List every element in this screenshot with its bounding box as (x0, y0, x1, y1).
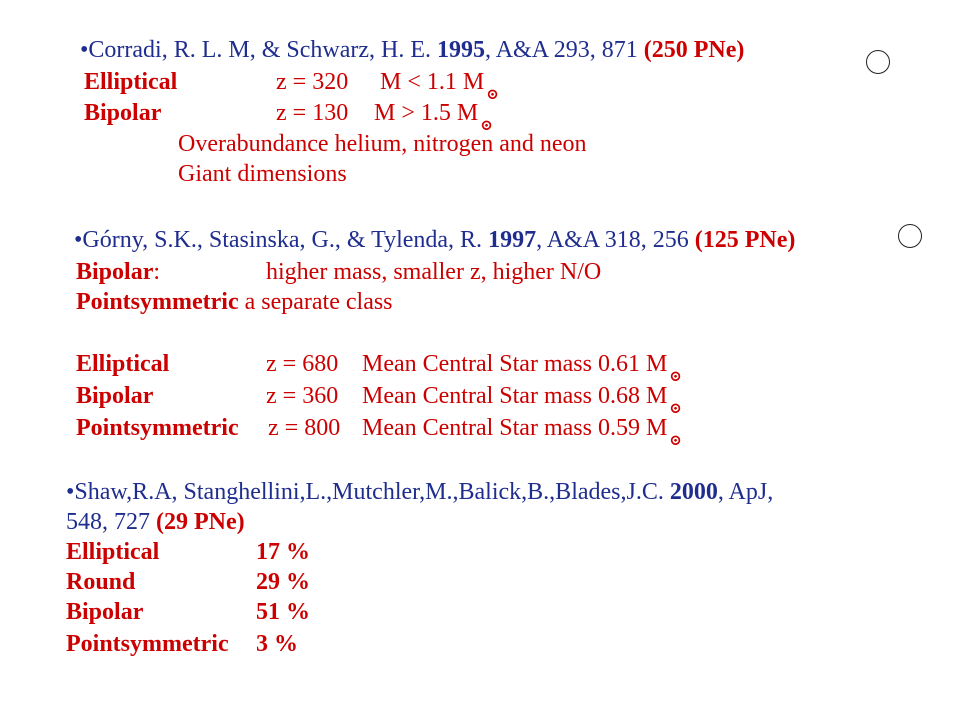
mass-value: Mean Central Star mass 0.68 M (362, 383, 668, 409)
mass-value: M < 1.1 M (380, 69, 485, 95)
fraction-row-pointsymmetric (66, 630, 366, 658)
fraction-value: 51 % (256, 599, 310, 625)
sun-icon: ⊙ (669, 401, 682, 417)
finding-text: a separate class (238, 289, 393, 315)
morph-label: Bipolar (76, 383, 154, 409)
morph-label: Pointsymmetric (66, 631, 229, 657)
mass-row-pointsymmetric (76, 414, 776, 449)
citation-year: 2000 (669, 479, 718, 505)
morph-label: Pointsymmetric (76, 415, 239, 441)
morph-row-bipolar (84, 99, 604, 134)
citation-journal: , ApJ, (717, 479, 774, 505)
fraction-value: 29 % (256, 569, 310, 595)
finding-label: Bipolar (76, 259, 154, 285)
circle-icon (898, 224, 922, 248)
note-giant-dimensions: Giant dimensions (178, 161, 347, 187)
sun-icon: ⊙ (486, 87, 499, 103)
finding-pointsymmetric (76, 288, 393, 316)
finding-label: Pointsymmetric (76, 289, 239, 315)
citation-corradi (80, 36, 744, 64)
fraction-row-elliptical (66, 538, 366, 566)
mass-row-elliptical (76, 350, 776, 385)
citation-authors: Górny, S.K., Stasinska, G., & Tylenda, R. (82, 227, 489, 253)
z-value: z = 360 (266, 383, 339, 409)
citation-authors: Shaw,R.A, Stanghellini,L.,Mutchler,M.,Balick,B.,Blades,J.C. (74, 479, 670, 505)
finding-text: higher mass, smaller z, higher N/O (266, 259, 602, 285)
citation-year: 1995 (437, 37, 486, 63)
fraction-row-bipolar (66, 598, 366, 626)
citation-sample: (29 PNe) (156, 509, 245, 535)
morph-label: Elliptical (66, 539, 160, 565)
finding-bipolar (76, 258, 696, 286)
citation-journal: , A&A 318, 256 (536, 227, 695, 253)
mass-value: Mean Central Star mass 0.61 M (362, 351, 668, 377)
citation-year: 1997 (488, 227, 537, 253)
fraction-value: 3 % (256, 631, 298, 657)
bullet: • (74, 227, 83, 253)
citation-authors: Corradi, R. L. M, & Schwarz, H. E. (88, 37, 438, 63)
morph-label: Bipolar (84, 100, 162, 126)
morph-row-elliptical (84, 68, 604, 103)
mass-value: M > 1.5 M (374, 100, 479, 126)
z-value: z = 320 (276, 69, 349, 95)
morph-label: Round (66, 569, 136, 595)
mass-row-bipolar (76, 382, 776, 417)
z-value: z = 800 (268, 415, 341, 441)
citation-sample: (125 PNe) (694, 227, 796, 253)
fraction-row-round (66, 568, 366, 596)
morph-label: Elliptical (84, 69, 178, 95)
bullet: • (80, 37, 89, 63)
fraction-value: 17 % (256, 539, 310, 565)
citation-shaw-line2 (66, 508, 245, 536)
circle-icon (866, 50, 890, 74)
morph-label: Bipolar (66, 599, 144, 625)
bullet: • (66, 479, 75, 505)
citation-sample: (250 PNe) (643, 37, 745, 63)
morph-label: Elliptical (76, 351, 170, 377)
sun-icon: ⊙ (669, 433, 682, 449)
finding-colon: : (153, 259, 161, 285)
citation-gorny (74, 226, 795, 254)
z-value: z = 680 (266, 351, 339, 377)
mass-value: Mean Central Star mass 0.59 M (362, 415, 668, 441)
citation-journal: , A&A 293, 871 (485, 37, 644, 63)
citation-journal: 548, 727 (66, 509, 156, 535)
sun-icon: ⊙ (480, 118, 493, 134)
z-value: z = 130 (276, 100, 349, 126)
sun-icon: ⊙ (669, 369, 682, 385)
citation-shaw-line1 (66, 478, 773, 506)
note-overabundance: Overabundance helium, nitrogen and neon (178, 131, 587, 157)
